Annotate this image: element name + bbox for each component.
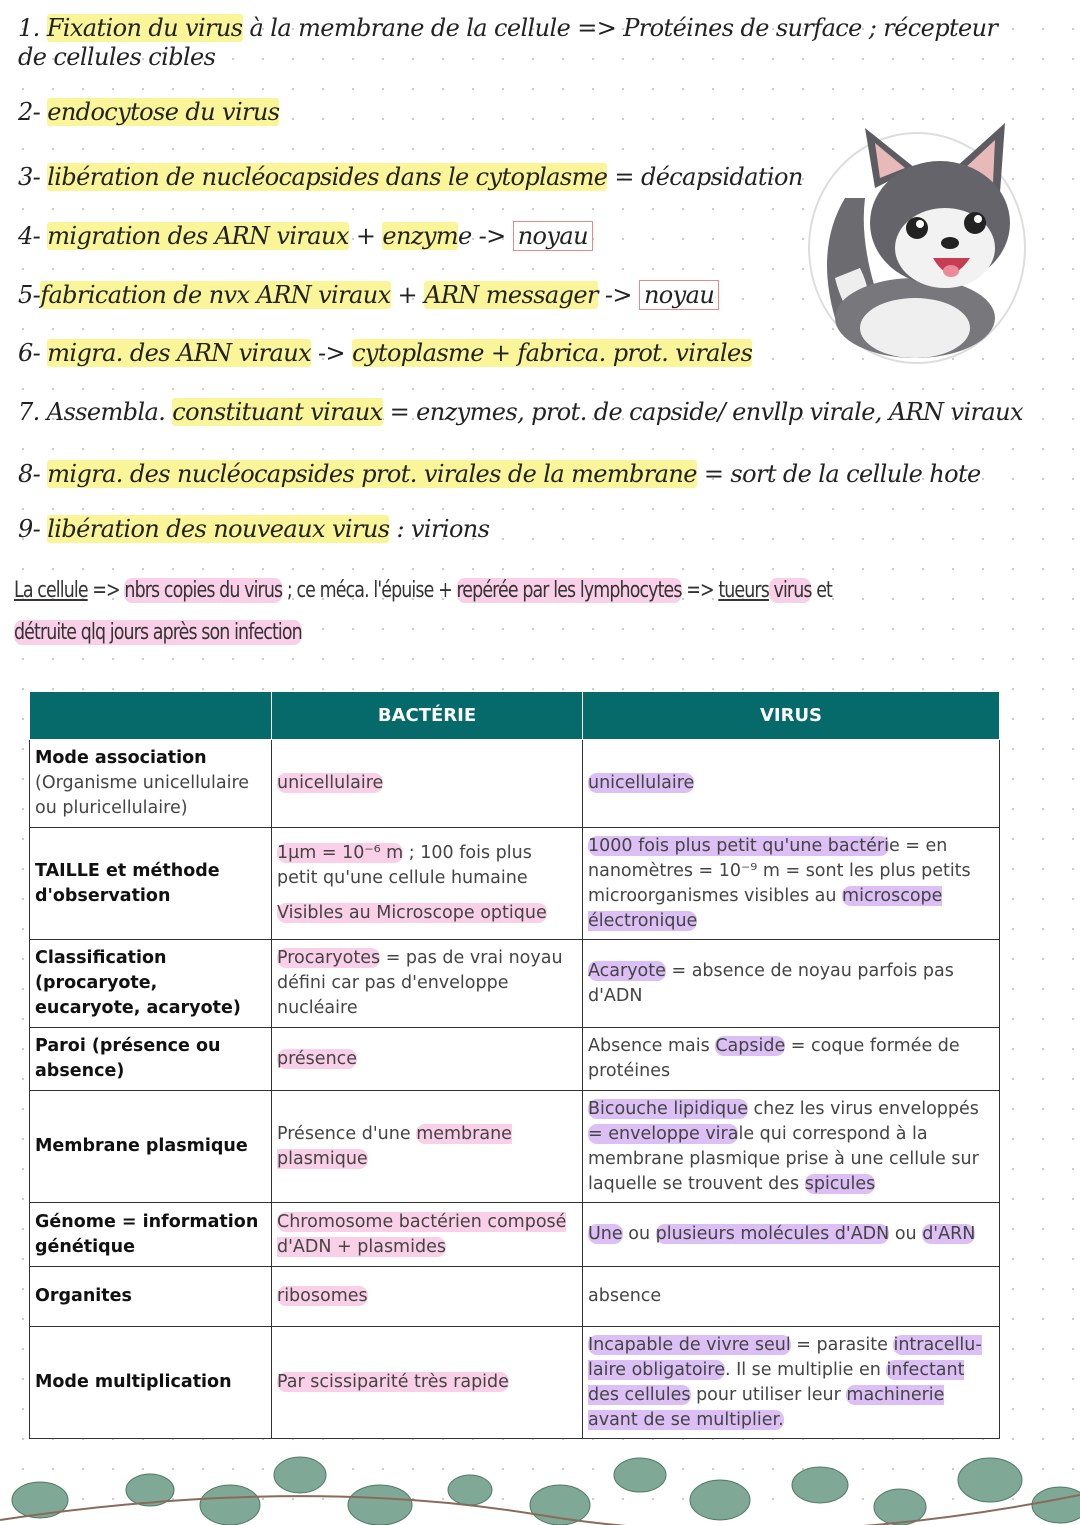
text-segment: 6- (18, 339, 48, 367)
text-segment: 5- (18, 281, 41, 309)
text-segment: = sort de la cellule hote (696, 460, 981, 488)
highlighted-text: Capside (715, 1036, 786, 1056)
step-1 (18, 14, 1028, 72)
text-segment: => (681, 578, 719, 603)
virus-cell (583, 1203, 1000, 1267)
virus-cell (583, 828, 1000, 940)
row-label-text: Classification (procaryote, eucaryote, acaryote) (35, 948, 241, 1018)
highlighted-text: migra. des ARN viraux (47, 339, 312, 367)
text-segment: e -> (458, 222, 513, 250)
highlighted-text: tueurs (718, 578, 769, 603)
highlighted-text: 1µm = 10⁻⁶ m (277, 843, 404, 863)
text-segment: ou (889, 1224, 923, 1244)
bacteria-cell (272, 1267, 583, 1327)
text-segment: à la membrane de la cellule => Protéines de surface ; récepteur de cellules cibles (18, 14, 998, 71)
bacteria-vs-virus-table (29, 691, 1000, 1439)
highlighted-text: migration des ARN viraux (47, 222, 349, 250)
text-segment: = enzymes, prot. de capside/ envllp virale, ARN viraux (382, 398, 1023, 426)
highlighted-text: détruite qlq jours après son infection (14, 620, 302, 645)
table-row (30, 1327, 1000, 1439)
text-segment: e = en nanomètres = 10⁻⁹ m = sont les plus petits microorganismes visibles au (588, 835, 971, 906)
highlighted-text: migra. des nucléocapsides prot. virales de la membrane (47, 460, 697, 488)
highlighted-text: Acaryote (588, 960, 666, 981)
highlighted-text: Incapable de vivre seul (588, 1334, 791, 1355)
virus-cell (583, 740, 1000, 828)
highlighted-text: Fixation du virus (46, 14, 243, 42)
eucalyptus-leaves-decoration (0, 1435, 1080, 1525)
highlighted-text: 1000 fois plus petit qu'une bactéri (588, 835, 889, 856)
virus-cell (583, 1267, 1000, 1327)
highlighted-text: infectant des cellules (588, 1359, 965, 1405)
text-segment: Absence mais (588, 1036, 716, 1056)
row-label-text: Génome = information génétique (35, 1211, 259, 1257)
row-label-text: Organites (35, 1286, 132, 1306)
highlighted-text: repérée par les lymphocytes (456, 578, 682, 603)
table-header-row (30, 692, 1000, 740)
highlighted-text: Une (588, 1224, 623, 1244)
text-segment: ou (622, 1224, 656, 1244)
highlighted-text: endocytose du virus (47, 98, 280, 126)
step-4 (18, 222, 593, 250)
virus-cell (583, 1091, 1000, 1203)
row-label-text: Paroi (présence ou absence) (35, 1036, 221, 1081)
highlighted-text: ribosomes (277, 1286, 368, 1306)
step-6 (18, 339, 752, 367)
row-label-subtext: (Organisme unicellulaire ou pluricellulaire) (35, 773, 250, 818)
highlighted-text: cytoplasme + fabrica. prot. virales (352, 339, 753, 367)
handwritten-line-1 (14, 578, 832, 603)
text-segment: pour utiliser leur (690, 1384, 847, 1405)
bacteria-cell (272, 1327, 583, 1439)
text-segment: ; ce méca. l'épuise + (282, 578, 457, 603)
bacteria-cell (272, 740, 583, 828)
step-3 (18, 163, 803, 191)
text-segment: -> (597, 281, 639, 309)
table-row (30, 1203, 1000, 1267)
highlighted-text: virus (768, 578, 812, 603)
text-segment: = absence de noyau parfois pas d'ADN (588, 960, 954, 1006)
bacteria-cell (272, 828, 583, 940)
text-segment: 2- (18, 98, 48, 126)
highlighted-text: unicellulaire (588, 773, 695, 793)
highlighted-text: libération des nouveaux virus (47, 515, 390, 543)
bacteria-cell (272, 1091, 583, 1203)
text-segment: 3- (18, 163, 48, 191)
bacteria-cell (272, 940, 583, 1028)
text-segment: . Il se multiplie en (724, 1359, 887, 1380)
row-label-text: Mode association (35, 748, 207, 768)
row-label-text: Mode multiplication (35, 1372, 232, 1392)
highlighted-text: constituant viraux (172, 398, 383, 426)
highlighted-text: intracellu-laire obligatoire (588, 1334, 982, 1380)
text-segment: + (390, 281, 425, 309)
highlighted-text: membrane plasmique (277, 1123, 512, 1169)
highlighted-text: présence (277, 1048, 358, 1069)
row-label (30, 740, 272, 828)
text-segment: = coque formée de protéines (588, 1036, 960, 1081)
highlighted-text: d'ARN (922, 1224, 976, 1244)
row-label-text: Membrane plasmique (35, 1136, 248, 1156)
highlighted-text: Procaryotes (277, 948, 381, 968)
highlighted-text: Bicouche lipidique (588, 1098, 748, 1119)
table-row (30, 1028, 1000, 1091)
text-segment: et (811, 578, 833, 603)
text-segment: => (87, 578, 125, 603)
highlighted-text: spicules (804, 1173, 876, 1194)
text-segment: chez les virus enveloppés (747, 1098, 979, 1119)
step-8 (18, 460, 981, 488)
header-empty (30, 692, 272, 740)
step-5 (18, 281, 719, 309)
header-bacteria: BACTÉRIE (272, 692, 583, 740)
text-segment: 8- (18, 460, 48, 488)
bacteria-cell (272, 1028, 583, 1091)
boxed-text: noyau (639, 280, 719, 310)
table-row (30, 828, 1000, 940)
highlighted-text: plusieurs molécules d'ADN (655, 1224, 890, 1244)
text-segment: = pas de vrai noyau défini car pas d'enveloppe nucléaire (277, 948, 563, 1018)
highlighted-text: ARN messager (424, 281, 598, 309)
handwritten-line-2 (14, 620, 302, 645)
row-label (30, 1327, 272, 1439)
text-segment: ; 100 fois plus petit qu'une cellule humaine (277, 843, 532, 888)
highlighted-text: Par scissiparité très rapide (277, 1372, 509, 1392)
bacteria-cell (272, 1203, 583, 1267)
highlighted-text: La cellule (14, 578, 88, 603)
highlighted-text: machinerie avant de se multiplier. (588, 1384, 945, 1430)
text-segment: + (348, 222, 383, 250)
row-label-text: TAILLE et méthode d'observation (35, 860, 220, 906)
text-segment: 7. Assembla. (18, 398, 173, 426)
header-virus: VIRUS (583, 692, 1000, 740)
text-segment: = parasite (790, 1334, 894, 1355)
text-segment: -> (311, 339, 353, 367)
row-label (30, 828, 272, 940)
virus-cell (583, 940, 1000, 1028)
text-segment: 9- (18, 515, 48, 543)
highlighted-text: nbrs copies du virus (124, 578, 283, 603)
table-row (30, 1091, 1000, 1203)
step-7 (18, 398, 1023, 426)
text-segment: Présence d'une (277, 1123, 417, 1144)
highlighted-text: microscope électronique (588, 885, 943, 931)
line-gap (277, 891, 577, 901)
row-label (30, 1091, 272, 1203)
row-label (30, 1267, 272, 1327)
text-segment: 1. (18, 14, 47, 42)
table-row (30, 940, 1000, 1028)
highlighted-text: fabrication de nvx ARN viraux (40, 281, 391, 309)
boxed-text: noyau (513, 221, 593, 251)
highlighted-text: Chromosome bactérien composé d'ADN + plasmides (277, 1211, 567, 1257)
text-segment: : virions (389, 515, 490, 543)
highlighted-text: enzym (382, 222, 459, 250)
virus-cell (583, 1028, 1000, 1091)
virus-cell (583, 1327, 1000, 1439)
row-label (30, 940, 272, 1028)
highlighted-text: Visibles au Microscope optique (277, 903, 547, 923)
text-segment: absence (588, 1286, 662, 1306)
row-label (30, 1028, 272, 1091)
highlighted-text: libération de nucléocapsides dans le cytoplasme (47, 163, 608, 191)
table-row (30, 1267, 1000, 1327)
row-label (30, 1203, 272, 1267)
highlighted-text: = enveloppe vira (588, 1123, 739, 1144)
table-row (30, 740, 1000, 828)
highlighted-text: unicellulaire (277, 773, 384, 793)
step-2 (18, 98, 279, 126)
text-segment: 4- (18, 222, 48, 250)
text-segment: le qui correspond à la membrane plasmique prise à une cellule sur laquelle se trouvent des (588, 1123, 979, 1194)
husky-puppy-sticker (805, 118, 1030, 368)
text-segment: = décapsidation (607, 163, 803, 191)
step-9 (18, 515, 489, 543)
